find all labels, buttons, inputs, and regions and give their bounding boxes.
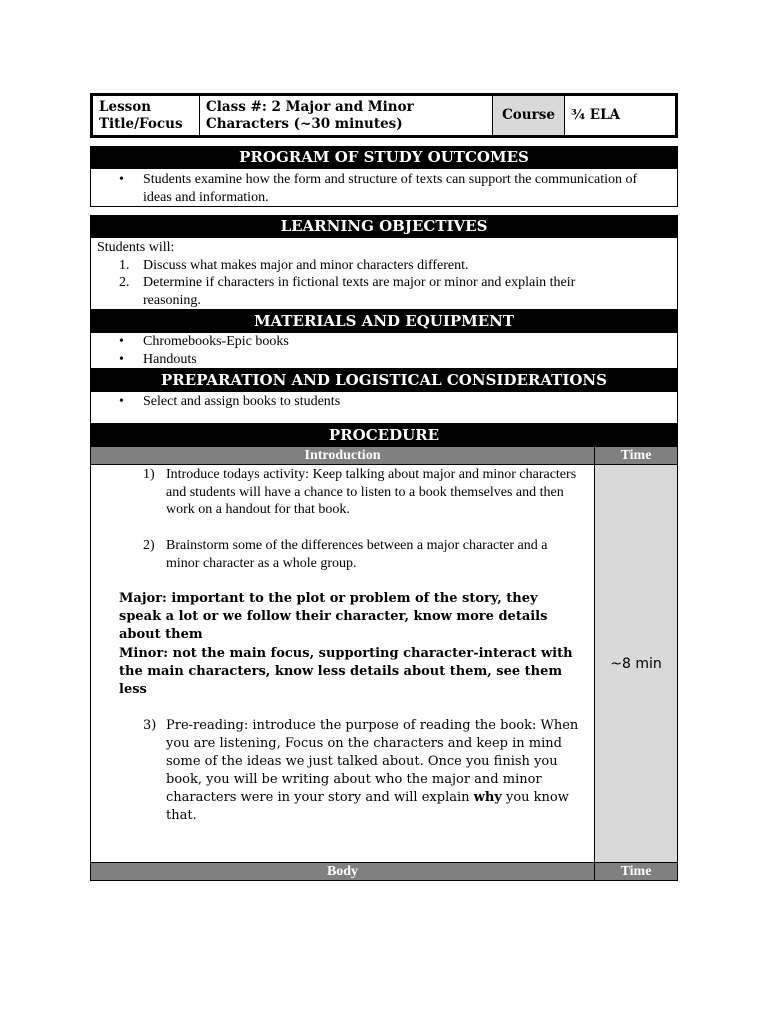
introduction-time: ~8 min <box>595 465 677 862</box>
course-value: ¾ ELA <box>571 107 621 123</box>
objective-item: 1. Discuss what makes major and minor characters different. <box>119 257 469 273</box>
procedure-step: 2) Brainstorm some of the differences between a major character and a minor character as a whole group. <box>143 538 548 571</box>
material-item: • Chromebooks-Epic books <box>91 333 677 351</box>
procedure-step: 3) Pre-reading: introduce the purpose of reading the book: When you are listening, Focus on the characters and keep in mind some of the ideas we just talked about. Once you finish you book, you will be writing about who the major and minor characters were in your story and will explain why you know that. <box>143 718 579 823</box>
introduction-content <box>91 465 595 862</box>
objectives-intro: Students will: <box>97 240 175 255</box>
introduction-section <box>90 465 678 862</box>
learning-objectives-heading: LEARNING OBJECTIVES <box>90 215 678 237</box>
program-outcomes-box <box>90 168 678 207</box>
body-header-row <box>90 862 678 881</box>
course-label: Course <box>493 96 565 135</box>
preparation-item: • Select and assign books to students <box>91 393 677 411</box>
procedure-step: 1) Introduce todays activity: Keep talking about major and minor characters and students will have a chance to listen to a book themselves and then work on a handout for that book. <box>143 467 577 517</box>
preparation-heading: PREPARATION AND LOGISTICAL CONSIDERATIONS <box>90 369 678 391</box>
procedure-heading: PROCEDURE <box>90 424 678 446</box>
lesson-header-table <box>90 93 678 138</box>
materials-box <box>90 332 678 369</box>
time-label: Time <box>620 448 652 463</box>
program-outcome-item: • Students examine how the form and structure of texts can support the communication of ideas and information. <box>91 171 677 206</box>
program-outcomes-heading: PROGRAM OF STUDY OUTCOMES <box>90 146 678 168</box>
material-item: • Handouts <box>91 351 677 369</box>
materials-heading: MATERIALS AND EQUIPMENT <box>90 310 678 332</box>
minor-character-definition: Minor: not the main focus, supporting character-interact with the main characters, know less details about them, see them less <box>119 646 573 697</box>
objective-item: 2. Determine if characters in fictional texts are major or minor and explain their reasoning. <box>119 275 576 308</box>
body-time-label: Time <box>620 864 652 879</box>
lesson-title-label: Lesson Title/Focus <box>93 96 200 135</box>
body-label: Body <box>91 863 595 880</box>
preparation-box <box>90 391 678 424</box>
learning-objectives-box <box>90 237 678 310</box>
major-character-definition: Major: important to the plot or problem of the story, they speak a lot or we follow their character, know more details about them <box>119 591 548 642</box>
introduction-label: Introduction <box>91 447 595 464</box>
introduction-header-row <box>90 446 678 465</box>
lesson-title-value: Class #: 2 Major and Minor Characters (~30 minutes) <box>200 96 493 135</box>
